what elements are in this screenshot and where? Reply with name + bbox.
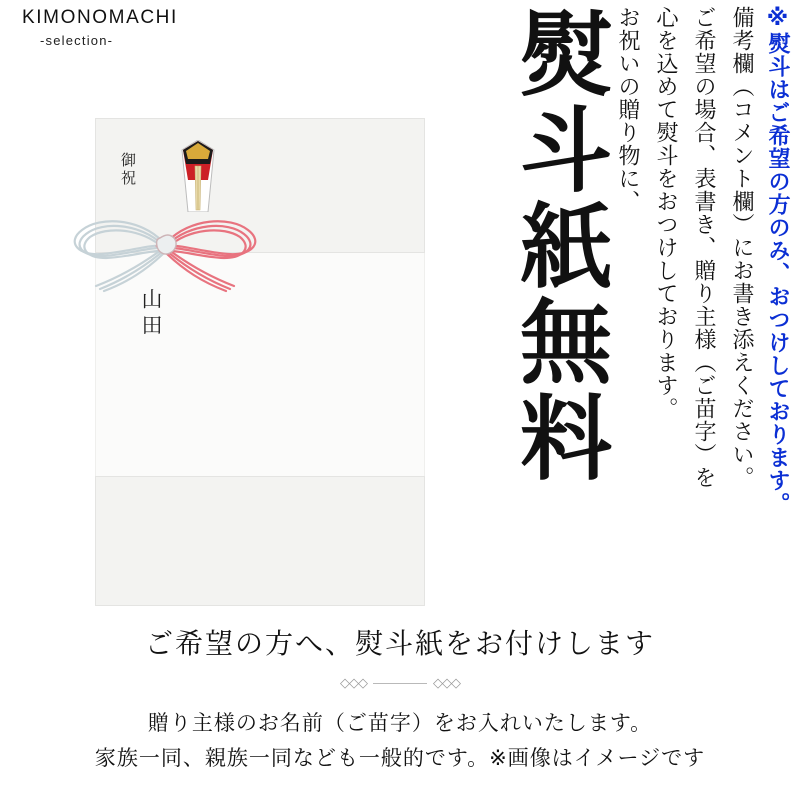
divider-diamonds-right: ◇◇◇	[433, 675, 460, 690]
vertical-text-block	[506, 6, 792, 606]
brand-name: KIMONOMACHI	[22, 7, 178, 28]
brand-logo	[22, 8, 262, 48]
note-line-3: ご希望の場合、表書き、贈り主様（ご苗字）を	[691, 6, 716, 489]
note-line-2: 心を込めて熨斗をおつけしております。	[653, 6, 678, 420]
caption-sub-1: 贈り主様のお名前（ご苗字）をお入れいたします。	[147, 711, 653, 735]
noshi-omotegaki-label: 御祝	[119, 152, 137, 188]
decorative-divider	[0, 672, 800, 694]
divider-diamonds-left: ◇◇◇	[340, 675, 367, 690]
mizuhiki-bow-icon	[30, 190, 300, 300]
note-line-4: 備考欄（コメント欄）にお書き添えください。	[729, 6, 754, 489]
divider-rule	[373, 683, 427, 684]
note-optional-blue: ※熨斗はご希望の方のみ、おつけしております。	[765, 6, 790, 515]
noshi-sender-name: 山田	[139, 288, 163, 340]
page-title: 熨斗紙無料	[505, 6, 612, 486]
caption-main: ご希望の方へ、熨斗紙をお付けします	[144, 627, 655, 660]
caption-sub-2: 家族一同、親族一同なども一般的です。※画像はイメージです	[94, 746, 706, 770]
brand-tagline: -selection-	[40, 32, 114, 48]
noshi-paper-bottom	[95, 476, 425, 606]
note-line-1: お祝いの贈り物に、	[615, 6, 640, 213]
